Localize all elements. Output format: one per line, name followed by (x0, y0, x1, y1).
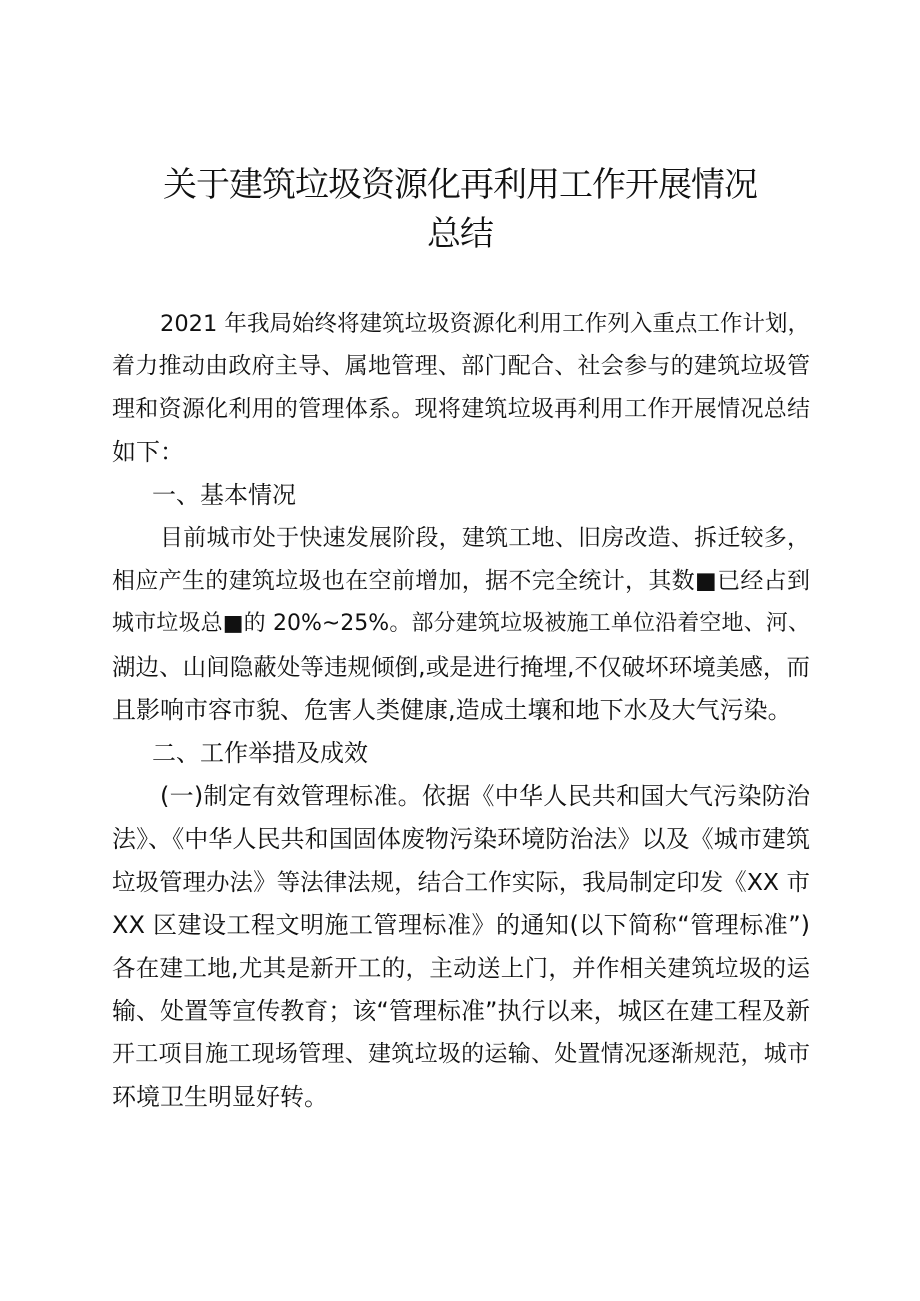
paragraph-3-line-7: 开工项目施工现场管理、建筑垃圾的运输、处置情况逐渐规范，城市 (112, 1041, 810, 1067)
paragraph-3-line-8: 环境卫生明显好转。 (112, 1083, 328, 1111)
document-title-line-1: 关于建筑垃圾资源化再利用工作开展情况 (163, 165, 757, 205)
section-heading-1: 一、基本情况 (152, 481, 296, 509)
paragraph-2-line-5: 且影响市容市貌、危害人类健康,造成土壤和地下水及大气污染。 (112, 696, 792, 724)
section-heading-2: 二、工作举措及成效 (152, 739, 368, 767)
paragraph-1-line-4: 如下： (112, 438, 184, 466)
paragraph-1-line-2: 着力推动由政府主导、属地管理、部门配合、社会参与的建筑垃圾管 (112, 353, 810, 379)
paragraph-3-line-3: 垃圾管理办法》等法律法规，结合工作实际，我局制定印发《XX 市 (112, 868, 810, 896)
paragraph-2-line-3: 城市垃圾总■的 20%~25%。部分建筑垃圾被施工单位沿着空地、河、 (112, 611, 810, 636)
paragraph-2-line-1: 目前城市处于快速发展阶段，建筑工地、旧房改造、拆迁较多， (160, 525, 810, 551)
paragraph-1-line-3: 理和资源化利用的管理体系。现将建筑垃圾再利用工作开展情况总结 (112, 396, 810, 422)
paragraph-3-line-2: 法》、《中华人民共和国固体废物污染环境防治法》以及《城市建筑 (112, 825, 810, 853)
paragraph-2-line-2: 相应产生的建筑垃圾也在空前增加，据不完全统计，其数■已经占到 (112, 568, 810, 594)
paragraph-3-line-6: 输、处置等宣传教育；该“管理标准”执行以来，城区在建工程及新 (112, 997, 810, 1025)
paragraph-1-line-1: 2021 年我局始终将建筑垃圾资源化利用工作列入重点工作计划， (160, 311, 810, 337)
paragraph-3-line-5: 各在建工地,尤其是新开工的，主动送上门，并作相关建筑垃圾的运 (112, 954, 810, 982)
document-title-line-2: 总结 (427, 214, 493, 254)
paragraph-3-line-4: XX 区建设工程文明施工管理标准》的通知(以下简称“管理标准”) (112, 911, 810, 939)
paragraph-3-line-1: (一)制定有效管理标准。依据《中华人民共和国大气污染防治 (160, 782, 810, 810)
paragraph-2-line-4: 湖边、山间隐蔽处等违规倾倒,或是进行掩埋,不仅破坏环境美感，而 (112, 653, 810, 681)
